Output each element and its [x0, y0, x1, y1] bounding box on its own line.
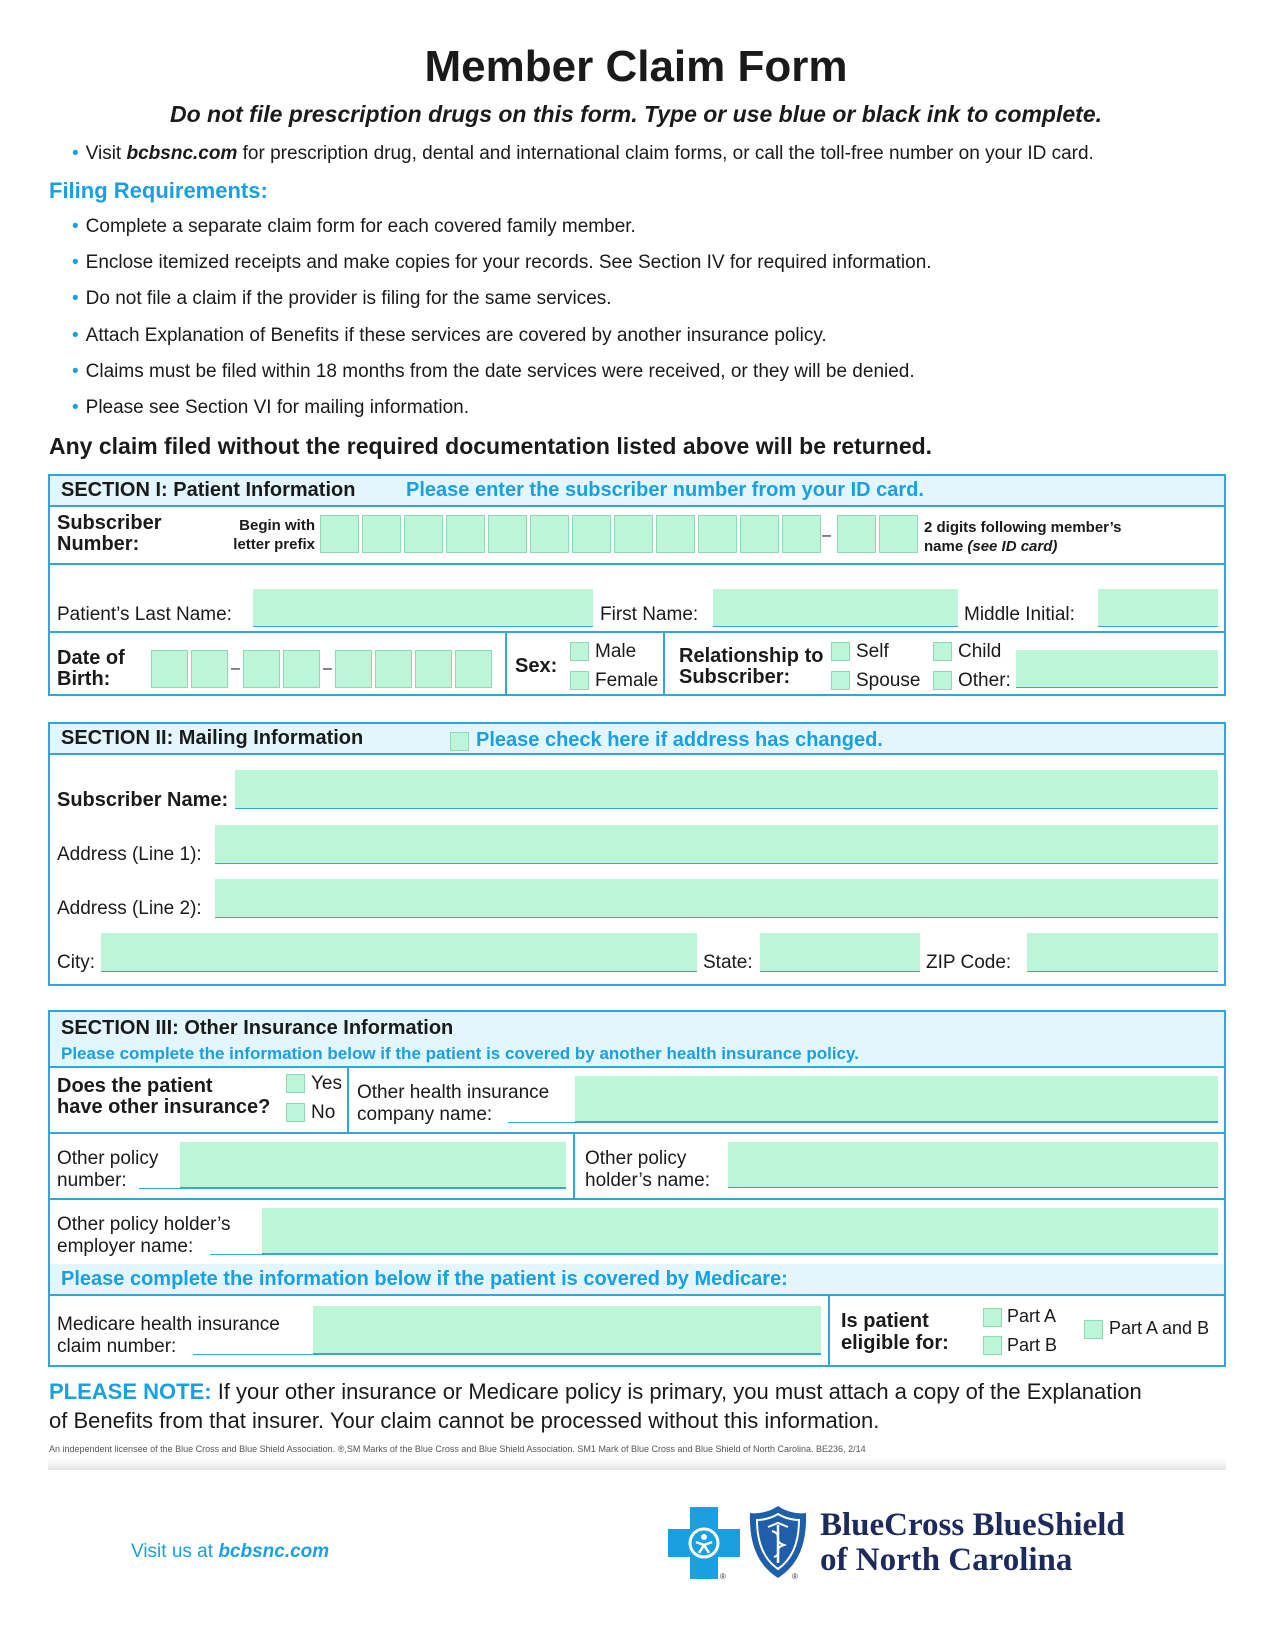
subscriber-digit[interactable] — [572, 515, 611, 553]
middle-initial-label: Middle Initial: — [964, 604, 1075, 625]
footer-visit: Visit us at bcbsnc.com — [131, 1541, 330, 1562]
subscriber-number-label: Subscriber Number: — [57, 512, 162, 555]
first-name-field[interactable] — [713, 589, 958, 627]
holder-name-field[interactable] — [728, 1142, 1218, 1188]
subscriber-suffix-digit[interactable] — [879, 515, 918, 553]
visit-link[interactable]: bcbsnc.com — [126, 143, 238, 164]
male-label: Male — [595, 641, 637, 662]
dob-year-digit[interactable] — [455, 650, 492, 688]
middle-initial-field[interactable] — [1098, 589, 1218, 627]
suffix-label: 2 digits following member’s name (see ID card) — [924, 519, 1122, 555]
section-title: SECTION II: Mailing Information — [61, 727, 364, 749]
page-title: Member Claim Form — [424, 42, 848, 91]
spouse-checkbox[interactable] — [831, 671, 850, 690]
address-line2-field[interactable] — [215, 879, 1218, 918]
filing-item: • Do not file a claim if the provider is filing for the same services. — [72, 288, 612, 309]
subscriber-digit[interactable] — [362, 515, 401, 553]
please-note: PLEASE NOTE: If your other insurance or Medicare policy is primary, you must attach a copy of the Explanation of Benefits from that insurer. Your claim cannot be processed without this information. — [49, 1379, 1142, 1433]
company-name-label: Other health insurance company name: — [357, 1082, 550, 1125]
blueshield-logo-icon — [748, 1505, 808, 1579]
female-checkbox[interactable] — [570, 671, 589, 690]
state-label: State: — [703, 952, 753, 973]
medicare-number-label: Medicare health insurance claim number: — [57, 1314, 280, 1357]
visit-line: • Visit bcbsnc.com for prescription drug, dental and international claim forms, or call the toll-free number on your ID card. — [72, 143, 1094, 164]
zip-label: ZIP Code: — [926, 952, 1012, 973]
dob-day-digit[interactable] — [283, 650, 320, 688]
address-changed-checkbox[interactable] — [450, 732, 469, 751]
subscriber-name-field[interactable] — [235, 770, 1218, 809]
sex-label: Sex: — [515, 655, 558, 677]
part-a-and-b-checkbox[interactable] — [1084, 1320, 1103, 1339]
footer-divider — [48, 1458, 1226, 1470]
documentation-warning: Any claim filed without the required documentation listed above will be returned. — [49, 433, 933, 459]
holder-name-label: Other policy holder’s name: — [585, 1148, 710, 1191]
company-name-field-fill[interactable] — [575, 1076, 1218, 1122]
subscriber-digit[interactable] — [404, 515, 443, 553]
yes-label: Yes — [311, 1073, 342, 1094]
medicare-note: Please complete the information below if the patient is covered by Medicare: — [61, 1268, 788, 1290]
last-name-label: Patient’s Last Name: — [57, 604, 232, 625]
dob-year-digit[interactable] — [415, 650, 452, 688]
prefix-label: Begin with letter prefix — [233, 517, 315, 553]
dob-dash: – — [231, 660, 240, 677]
first-name-label: First Name: — [600, 604, 699, 625]
zip-field[interactable] — [1027, 933, 1218, 972]
state-field[interactable] — [760, 933, 920, 972]
male-checkbox[interactable] — [570, 642, 589, 661]
employer-name-label: Other policy holder’s employer name: — [57, 1214, 231, 1257]
dob-year-digit[interactable] — [335, 650, 372, 688]
last-name-field[interactable] — [253, 589, 593, 627]
footer-visit-link[interactable]: bcbsnc.com — [218, 1541, 330, 1562]
dob-month-digit[interactable] — [191, 650, 228, 688]
dob-label: Date of Birth: — [57, 647, 125, 690]
filing-item: • Please see Section VI for mailing information. — [72, 397, 470, 418]
bluecross-logo-icon — [668, 1507, 740, 1579]
part-b-label: Part B — [1007, 1335, 1058, 1355]
spouse-label: Spouse — [856, 670, 921, 691]
address-line1-label: Address (Line 1): — [57, 844, 202, 865]
dob-dash: – — [323, 660, 332, 677]
subscriber-digit[interactable] — [530, 515, 569, 553]
brand-name: BlueCross BlueShield of North Carolina — [820, 1507, 1125, 1578]
subscriber-digit[interactable] — [614, 515, 653, 553]
policy-number-field-fill[interactable] — [180, 1142, 566, 1188]
registered-mark: ® — [720, 1572, 726, 1581]
filing-item: • Attach Explanation of Benefits if these services are covered by another insurance policy. — [72, 325, 827, 346]
part-a-and-b-label: Part A and B — [1109, 1318, 1210, 1338]
subscriber-dash: – — [822, 527, 831, 544]
page-subtitle: Do not file prescription drugs on this form. Type or use blue or black ink to complete. — [169, 101, 1103, 127]
other-label: Other: — [958, 670, 1011, 691]
filing-item: • Enclose itemized receipts and make copies for your records. See Section IV for required information. — [72, 252, 932, 273]
filing-heading: Filing Requirements: — [49, 178, 268, 203]
section-note: Please complete the information below if the patient is covered by another health insurance policy. — [61, 1044, 859, 1063]
section-title: SECTION III: Other Insurance Information — [61, 1017, 454, 1039]
registered-mark: ® — [792, 1572, 798, 1581]
eligible-for-label: Is patient eligible for: — [841, 1310, 949, 1354]
subscriber-digit[interactable] — [740, 515, 779, 553]
part-b-checkbox[interactable] — [983, 1336, 1002, 1355]
other-insurance-no-checkbox[interactable] — [286, 1103, 305, 1122]
legal-text: An independent licensee of the Blue Cross and Blue Shield Association. ®,SM Marks of the Blue Cross and Blue Shield Association. SM1 Mark of Blue Cross and Blue Shield of North Carolina. BE236, 2/14 — [49, 1444, 866, 1454]
subscriber-name-label: Subscriber Name: — [57, 789, 229, 811]
has-other-insurance-label: Does the patient have other insurance? — [57, 1075, 271, 1118]
dob-day-digit[interactable] — [243, 650, 280, 688]
self-checkbox[interactable] — [831, 642, 850, 661]
subscriber-digit[interactable] — [320, 515, 359, 553]
no-label: No — [311, 1102, 336, 1123]
subscriber-digit[interactable] — [488, 515, 527, 553]
policy-number-label: Other policy number: — [57, 1148, 159, 1191]
other-relationship-field[interactable] — [1016, 650, 1218, 688]
subscriber-digit[interactable] — [782, 515, 821, 553]
subscriber-digit[interactable] — [446, 515, 485, 553]
part-a-label: Part A — [1007, 1306, 1057, 1326]
section-title: SECTION I: Patient Information — [61, 479, 356, 501]
relationship-label: Relationship to Subscriber: — [679, 645, 824, 688]
child-label: Child — [958, 641, 1002, 662]
female-label: Female — [595, 670, 659, 691]
filing-item: • Complete a separate claim form for each covered family member. — [72, 216, 636, 237]
subscriber-digit[interactable] — [656, 515, 695, 553]
city-field[interactable] — [101, 933, 697, 972]
part-a-checkbox[interactable] — [983, 1308, 1002, 1327]
address-line1-field[interactable] — [215, 825, 1218, 864]
other-insurance-yes-checkbox[interactable] — [286, 1074, 305, 1093]
subscriber-suffix-digit[interactable] — [837, 515, 876, 553]
medicare-number-field-fill[interactable] — [313, 1306, 821, 1354]
dob-year-digit[interactable] — [375, 650, 412, 688]
city-label: City: — [57, 952, 95, 973]
address-line2-label: Address (Line 2): — [57, 898, 202, 919]
dob-month-digit[interactable] — [151, 650, 188, 688]
other-checkbox[interactable] — [933, 671, 952, 690]
employer-name-field-fill[interactable] — [262, 1208, 1218, 1254]
filing-item: • Claims must be filed within 18 months from the date services were received, or they will be denied. — [72, 361, 915, 382]
address-changed-label: Please check here if address has changed. — [476, 729, 883, 751]
child-checkbox[interactable] — [933, 642, 952, 661]
self-label: Self — [856, 641, 889, 662]
section-note: Please enter the subscriber number from your ID card. — [406, 479, 924, 501]
subscriber-digit[interactable] — [698, 515, 737, 553]
